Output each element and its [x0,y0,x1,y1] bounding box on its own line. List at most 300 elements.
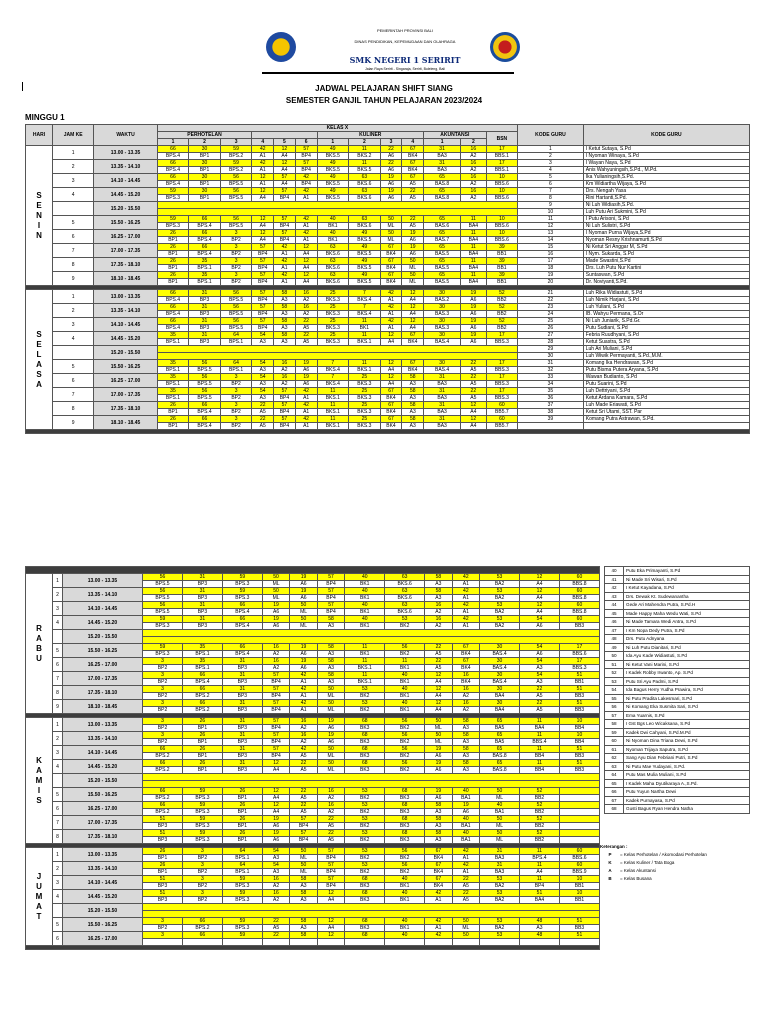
teacher-code-cell: 57 [262,732,289,739]
lesson-time: 18.10 - 18.45 [62,700,142,714]
room-cell: BP2 [143,739,183,746]
room-cell: A5 [252,423,274,430]
teacher-code-cell: 67 [380,416,402,423]
room-cell: A3 [425,809,452,816]
group-blank [252,132,317,139]
lesson-time: 15.20 - 15.50 [62,774,142,788]
teacher-code-cell: 12 [402,290,424,297]
lesson-number: 6 [53,230,94,244]
teacher-number: 54 [605,686,624,695]
teacher-name: Ni Putu Mae Yudayani, S.Pd. [624,762,750,771]
room-cell: A2 [317,795,344,802]
teacher-code-cell: 10 [486,216,518,223]
teacher-code-cell: 40 [317,230,349,237]
room-cell: BBS.6 [486,237,518,244]
legend-item [600,875,707,883]
teacher-code-cell: 19 [290,658,317,665]
teacher-code-cell: 3 [143,700,183,707]
room-cell [559,823,599,830]
teacher-code-cell: 50 [380,216,402,223]
day-separator [26,430,750,434]
lesson-time: 16.25 - 17.00 [62,658,142,672]
teacher-code-cell: 31 [222,746,262,753]
room-cell: BK4 [452,679,479,686]
teacher-code-cell: 22 [295,332,317,339]
lesson-number: 4 [53,760,63,774]
room-cell: BBS.4 [520,739,560,746]
room-cell: A4 [425,679,452,686]
teacher-code-cell: 22 [262,918,289,925]
lesson-number: 8 [53,830,63,844]
room-cell: BPS.3 [222,925,262,932]
teacher-number: 59 [605,728,624,737]
room-cell: BPS.5 [220,325,252,332]
teacher-code-cell: 12 [295,244,317,251]
teacher-code-cell: 30 [189,146,221,153]
room-cell: BBS.3 [486,381,518,388]
teacher-name: I Km Nopa Dedy Putra, S.Pd [624,626,750,635]
room-cell: BP4 [252,325,274,332]
room-cell: BK1 [349,325,381,332]
room-cell [182,939,222,946]
lesson-number: 1 [53,848,63,862]
teacher-number: 31 [518,360,584,367]
teacher-code-cell: 65 [424,230,461,237]
room-cell: BPS.4 [222,651,262,658]
teacher-code-cell: 53 [345,816,385,823]
teacher-code-cell: 42 [290,686,317,693]
teacher-code-cell: 56 [143,574,183,581]
teacher-code-cell: 22 [290,760,317,767]
dinas-name: DINAS PENDIDIKAN, KEPEMUDAAN DAN OLAHRAGA [354,39,456,44]
teacher-number: 5 [518,174,584,181]
teacher-code-cell: 12 [252,188,274,195]
room-cell: BP1 [222,809,262,816]
lesson-time: 13.00 - 13.35 [62,848,142,862]
room-cell: BP3 [222,679,262,686]
room-cell: BBS.3 [486,395,518,402]
room-cell: BAS.8 [480,767,520,774]
room-cell: BBS.1 [486,153,518,160]
room-cell: A3 [274,297,296,304]
teacher-code-cell: 31 [480,862,520,869]
room-cell: BKS.5 [317,153,349,160]
room-cell: BKS.1 [345,665,385,672]
teacher-code-cell: 10 [559,890,599,897]
teacher-code-cell: 56 [385,644,425,651]
teacher-code-cell: 68 [345,918,385,925]
legend-key: A [608,868,612,873]
teacher-name: Ketut Ardana Kamara, S.Pd [583,395,749,402]
teacher-code-cell: 22 [317,830,344,837]
teacher-code-cell: 63 [349,216,381,223]
room-cell: BA4 [461,223,486,230]
teacher-number: 11 [518,216,584,223]
teacher-code-cell: 58 [425,830,452,837]
room-cell: BP2 [143,693,183,700]
teacher-code-cell: 42 [380,290,402,297]
teacher-number: 58 [605,720,624,729]
lesson-number: 2 [53,732,63,746]
teacher-code-cell: 48 [520,932,560,939]
teacher-code-cell: 42 [452,574,479,581]
teacher-code-cell: 16 [425,602,452,609]
room-cell: BK2 [385,725,425,732]
teacher-name: Ika Yulianingsih,S.Pd. [583,174,749,181]
teacher-code-cell: 53 [480,588,520,595]
room-cell: BP1 [222,837,262,844]
room-cell: BPS.5 [143,595,183,602]
teacher-code-cell: 66 [222,616,262,623]
teacher-code-cell: 40 [385,890,425,897]
teacher-code-cell: 60 [559,588,599,595]
teacher-code-cell: 31 [424,146,461,153]
lesson-time: 15.20 - 15.50 [62,904,142,918]
teacher-code-cell: 19 [262,830,289,837]
room-cell: BP1 [157,237,189,244]
room-cell: BK3 [385,823,425,830]
lesson-time: 13.00 - 13.35 [62,574,142,588]
room-cell: BP4 [274,395,296,402]
break-row [157,209,517,216]
room-cell: A2 [461,181,486,188]
teacher-number: 29 [518,346,584,353]
teacher-name: Putu Bisma Putera Aryana, S.Pd [583,367,749,374]
room-cell: BB1 [559,897,599,904]
teacher-code-cell: 12 [425,686,452,693]
lesson-number: 2 [53,588,63,602]
teacher-code-cell: 22 [290,802,317,809]
teacher-code-cell: 12 [520,588,560,595]
room-cell: BA3 [424,395,461,402]
teacher-code-cell: 22 [425,658,452,665]
teacher-code-cell: 52 [520,816,560,823]
teacher-code-cell: 42 [295,388,317,395]
teacher-code-cell: 57 [262,718,289,725]
day-name-senin: S E N I N [26,146,53,286]
room-cell: A6 [425,795,452,802]
teacher-code-cell: 50 [452,918,479,925]
room-cell: BKS.3 [317,297,349,304]
room-cell: BP2 [220,381,252,388]
room-cell: BK1 [385,665,425,672]
teacher-code-cell: 42 [380,318,402,325]
teacher-code-cell: 40 [480,802,520,809]
teacher-code-cell: 22 [425,644,452,651]
teacher-code-cell: 50 [480,816,520,823]
room-cell: BPS.4 [189,223,221,230]
teacher-code-cell: 26 [143,862,183,869]
teacher-code-cell: 10 [559,718,599,725]
teacher-code-cell: 16 [461,188,486,195]
teacher-code-cell: 58 [317,658,344,665]
room-cell: BP4 [262,679,289,686]
teacher-code-cell: 31 [182,616,222,623]
teacher-code-cell: 57 [262,672,289,679]
class-number: 1 [157,139,189,146]
teacher-code-cell: 40 [385,672,425,679]
teacher-name: Luh Made Eriawati, S.Pd [583,402,749,409]
teacher-number: 9 [518,202,584,209]
teacher-number: 60 [605,737,624,746]
room-cell: A3 [274,339,296,346]
teacher-code-cell: 16 [461,160,486,167]
teacher-code-cell: 51 [559,932,599,939]
teacher-code-cell: 30 [424,304,461,311]
teacher-code-cell: 42 [252,146,274,153]
teacher-code-cell: 11 [520,760,560,767]
room-cell: BKS.4 [317,367,349,374]
teacher-name: Ni Ketut Sri Anggar M, S.Pd [583,244,749,251]
teacher-code-cell: 53 [480,918,520,925]
teacher-code-cell: 60 [559,574,599,581]
teacher-code-cell: 3 [143,918,183,925]
room-cell: BKS.2 [349,153,381,160]
teacher-name: Ni Luh Juniarik, S.Pd.Gr. [583,318,749,325]
teacher-code-cell: 59 [222,890,262,897]
room-cell: BAS.5 [424,265,461,272]
break-row [143,774,600,781]
teacher-code-cell: 12 [274,146,296,153]
teacher-code-cell: 35 [189,258,221,265]
teacher-code-cell: 66 [222,644,262,651]
school-address: Jalan Raya Seririt - Singaraja, Seririt, Buleleng, Bali [365,67,445,71]
room-cell: BA4 [480,707,520,714]
room-cell: BP4 [295,181,317,188]
room-cell: BK4 [380,265,402,272]
room-cell: A5 [425,665,452,672]
col-kode-guru-name: KODE GURU [583,125,749,146]
room-cell: BAS.3 [424,311,461,318]
lesson-time: 13.35 - 14.10 [94,304,157,318]
teacher-code-cell: 11 [520,876,560,883]
teacher-code-cell: 66 [143,746,183,753]
room-cell: A3 [520,665,560,672]
teacher-code-cell: 50 [425,732,452,739]
room-cell: BK1 [345,595,385,602]
room-cell: BP1 [182,767,222,774]
teacher-code-cell: 68 [345,718,385,725]
teacher-code-cell: 68 [345,876,385,883]
teacher-code-cell: 19 [402,244,424,251]
room-cell: A4 [461,423,486,430]
teacher-code-cell: 26 [157,272,189,279]
room-cell: BK4 [452,651,479,658]
teacher-code-cell: 19 [262,602,289,609]
room-cell: BKS.3 [317,311,349,318]
teacher-code-cell: 26 [182,732,222,739]
teacher-code-cell: 66 [143,760,183,767]
room-cell: BK2 [345,795,385,802]
room-cell: BPS.2 [220,167,252,174]
teacher-code-cell: 57 [274,216,296,223]
room-cell: A6 [380,167,402,174]
teacher-number: 10 [518,209,584,216]
room-cell: A2 [262,883,289,890]
teacher-code-cell: 53 [345,862,385,869]
room-cell: BP1 [157,279,189,286]
room-cell: BA2 [480,925,520,932]
room-cell: BPS.5 [189,395,221,402]
room-cell: BPS.2 [182,707,222,714]
teacher-code-cell: 57 [252,272,274,279]
room-cell: A4 [520,581,560,588]
teacher-code-cell: 42 [452,602,479,609]
room-cell [222,939,262,946]
room-cell: BP2 [143,665,183,672]
teacher-code-cell: 51 [143,876,183,883]
teacher-code-cell: 42 [452,616,479,623]
room-cell: BP4 [252,297,274,304]
teacher-number: 39 [518,416,584,423]
teacher-number: 48 [605,635,624,644]
teacher-code-cell: 58 [425,802,452,809]
teacher-code-cell: 30 [424,318,461,325]
teacher-code-cell: 31 [424,416,461,423]
teacher-code-cell: 57 [317,602,344,609]
room-cell: A3 [452,725,479,732]
room-cell: BK4 [402,367,424,374]
teacher-code-cell: 11 [461,272,486,279]
room-cell: A1 [295,395,317,402]
room-cell: A2 [425,623,452,630]
lesson-time: 17.35 - 18.10 [94,402,157,416]
teacher-code-cell: 58 [425,588,452,595]
teacher-code-cell: 16 [290,732,317,739]
teacher-code-cell: 17 [486,146,518,153]
room-cell: BPS.4 [189,251,221,258]
teacher-code-cell: 63 [317,258,349,265]
teacher-code-cell: 40 [345,602,385,609]
lesson-time: 14.10 - 14.45 [62,746,142,760]
room-cell: BP4 [520,883,560,890]
teacher-code-cell: 42 [274,244,296,251]
room-cell: A3 [425,581,452,588]
lesson-time: 17.00 - 17.35 [94,244,157,258]
room-cell: BA3 [424,153,461,160]
room-cell: BKS.4 [317,381,349,388]
lesson-time: 16.25 - 17.00 [62,932,142,946]
teacher-code-cell: 10 [486,230,518,237]
room-cell: BKS.6 [349,195,381,202]
room-cell: BP4 [317,855,344,862]
room-cell: A6 [317,725,344,732]
lesson-number [53,630,63,644]
teacher-code-cell: 50 [290,602,317,609]
room-cell: A1 [274,251,296,258]
teacher-number: 17 [518,258,584,265]
room-cell: BBS.6 [559,651,599,658]
teacher-code-cell: 31 [189,332,221,339]
room-cell: ML [290,609,317,616]
teacher-code-cell: 65 [424,258,461,265]
room-cell: A6 [262,609,289,616]
teacher-code-cell: 58 [317,672,344,679]
room-cell: BKS.5 [349,251,381,258]
teacher-code-cell: 19 [290,588,317,595]
teacher-code-cell: 57 [317,876,344,883]
room-cell: ML [380,223,402,230]
teacher-number: 19 [518,272,584,279]
teacher-code-cell: 66 [189,416,221,423]
room-cell: BKS.4 [349,297,381,304]
room-cell: ML [290,869,317,876]
lesson-time: 14.45 - 15.20 [62,760,142,774]
teacher-code-cell: 3 [220,416,252,423]
teacher-code-cell: 60 [486,416,518,423]
room-cell: A5 [402,181,424,188]
teacher-number: 64 [605,771,624,780]
teacher-code-cell: 57 [274,416,296,423]
teacher-name: Gede Ari Mahendra Putra, S.Pd.H [624,601,750,610]
lesson-number: 9 [53,416,94,430]
room-cell: BA4 [520,897,560,904]
room-cell: ML [380,237,402,244]
room-cell: ML [425,725,452,732]
room-cell: A4 [274,181,296,188]
teacher-code-cell: 19 [461,332,486,339]
teacher-code-cell: 59 [222,918,262,925]
lesson-number: 1 [53,146,94,160]
room-cell: BP2 [220,237,252,244]
lesson-number [53,202,94,216]
room-cell: ML [480,837,520,844]
room-cell: BB1 [486,251,518,258]
room-cell: BKS.3 [349,409,381,416]
teacher-code-cell: 22 [252,416,274,423]
teacher-code-cell: 52 [486,304,518,311]
lesson-time: 15.50 - 16.25 [62,918,142,932]
teacher-code-cell: 56 [143,602,183,609]
room-cell: BP3 [222,693,262,700]
room-cell: BK2 [345,707,385,714]
teacher-code-cell: 63 [385,602,425,609]
room-cell: BPS.4 [157,325,189,332]
legend-key: K [608,860,612,865]
teacher-code-cell: 25 [317,304,349,311]
room-cell: BKS.5 [317,181,349,188]
teacher-code-cell: 49 [349,230,381,237]
class-number: 4 [402,139,424,146]
room-cell: A5 [402,195,424,202]
room-cell: BA4 [461,237,486,244]
room-cell: ML [480,795,520,802]
lesson-time: 13.35 - 14.10 [94,160,157,174]
room-cell: BP1 [189,153,221,160]
room-cell: BPS.4 [222,609,262,616]
teacher-name: Luh Yuliani, S.Pd [583,304,749,311]
room-cell: BPS.4 [157,297,189,304]
day-name-kamis: K A M I S [26,718,53,844]
teacher-code-cell: 58 [452,732,479,739]
room-cell: BK4 [425,855,452,862]
teacher-code-cell: 16 [452,686,479,693]
room-cell: BP2 [182,897,222,904]
teacher-code-cell: 67 [452,658,479,665]
room-cell: A2 [274,367,296,374]
teacher-code-cell: 42 [295,230,317,237]
teacher-name: Suntaswan, S.Pd [583,272,749,279]
teacher-code-cell: 40 [452,788,479,795]
teacher-name: Nyoman Resny Krishnamurti,S.Pd [583,237,749,244]
teacher-name: Luh Wiwik Permayanti, S.Pd.,M.M. [583,353,749,360]
teacher-code-cell: 63 [385,574,425,581]
legend-item [600,867,707,875]
teacher-code-cell: 31 [182,574,222,581]
col-kode-guru-num: KODE GURU [518,125,584,146]
room-cell: BP2 [220,409,252,416]
teacher-code-cell: 59 [143,616,183,623]
